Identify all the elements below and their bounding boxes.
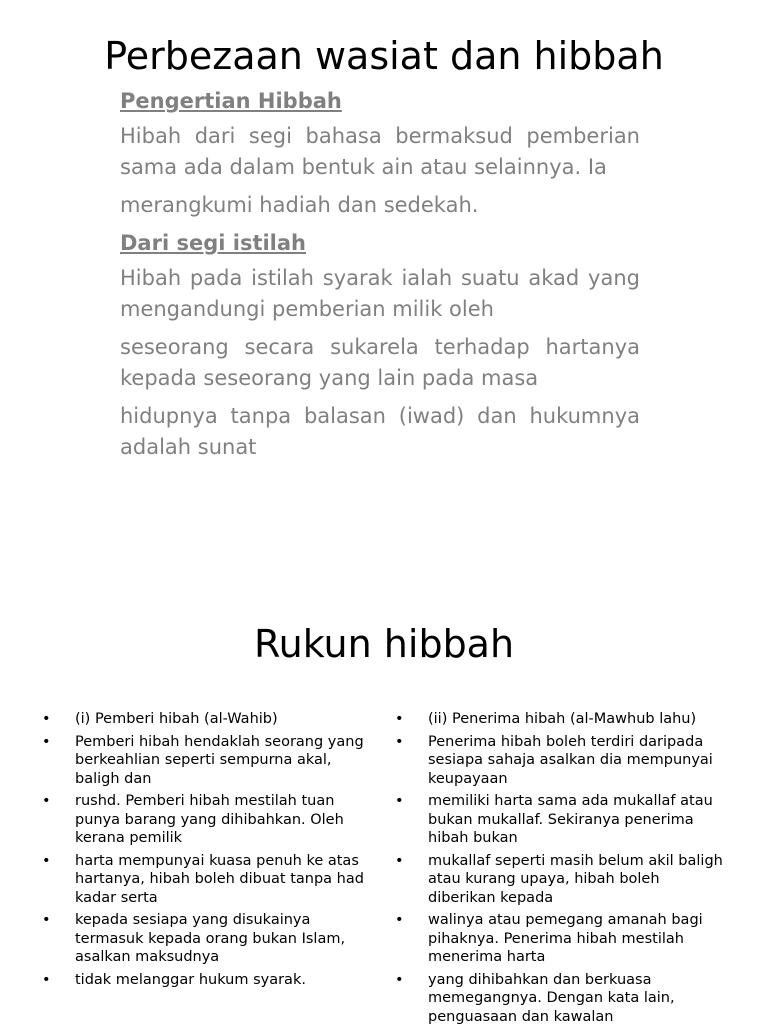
- paragraph: Hibah pada istilah syarak ialah suatu akad yang mengandungi pemberian milik oleh: [120, 266, 640, 321]
- paragraph: hidupnya tanpa balasan (iwad) dan hukumnya adalah sunat: [120, 404, 640, 459]
- bullet-icon: •: [42, 912, 51, 928]
- list-item: • kepada sesiapa yang disukainya termasuk kepada orang bukan Islam, asalkan maksudnya: [42, 912, 346, 965]
- bullet-icon: •: [395, 971, 404, 988]
- list-item: • Pemberi hibah hendaklah seorang yang berkeahlian seperti sempurna akal, baligh dan: [42, 733, 364, 787]
- paragraph: seseorang secara sukarela terhadap hartanya kepada seseorang yang lain pada masa: [120, 335, 640, 390]
- list-item: • mukallaf seperti masih belum akil baligh atau kurang upaya, hibah boleh diberikan kepada: [395, 852, 723, 906]
- list-item: • yang dihibahkan dan berkuasa memegangnya. Dengan kata lain, penguasaan dan kawalan: [395, 971, 675, 1025]
- list-item: • tidak melanggar hukum syarak.: [42, 971, 306, 988]
- bullet-icon: •: [395, 793, 404, 809]
- slide-body: [120, 86, 640, 470]
- bullet-icon: •: [395, 711, 404, 727]
- heading-definition: Pengertian Hibbah: [120, 89, 342, 113]
- list-item: • (ii) Penerima hibah (al-Mawhub lahu): [395, 711, 697, 727]
- heading-terminology: Dari segi istilah: [120, 231, 307, 255]
- list-item: • Penerima hibah boleh terdiri daripada sesiapa sahaja asalkan dia mempunyai keupayaan: [395, 733, 713, 787]
- list-item: • memiliki harta sama ada mukallaf atau bukan mukallaf. Sekiranya penerima hibah bukan: [395, 793, 713, 846]
- right-column: [395, 710, 725, 1030]
- slide-pillars: [0, 600, 768, 1024]
- bullet-icon: •: [42, 733, 51, 750]
- slide-title: Perbezaan wasiat dan hibbah: [104, 34, 664, 78]
- paragraph: merangkumi hadiah dan sedekah.: [120, 193, 479, 217]
- list-item: • walinya atau pemegang amanah bagi pihaknya. Penerima hibah mestilah menerima harta: [395, 912, 703, 965]
- bullet-icon: •: [395, 733, 404, 750]
- slide-title: Rukun hibbah: [253, 622, 515, 666]
- list-item: • harta mempunyai kuasa penuh ke atas hartanya, hibah boleh dibuat tanpa had kadar serta: [42, 852, 364, 906]
- list-item: • (i) Pemberi hibah (al-Wahib): [42, 711, 278, 727]
- bullet-icon: •: [395, 852, 404, 869]
- bullet-icon: •: [42, 852, 51, 869]
- paragraph: Hibah dari segi bahasa bermaksud pemberian sama ada dalam bentuk ain atau selainnya. Ia: [120, 124, 640, 179]
- bullet-icon: •: [42, 793, 51, 809]
- bullet-icon: •: [395, 912, 404, 928]
- bullet-icon: •: [42, 971, 51, 988]
- bullet-icon: •: [42, 711, 51, 727]
- left-column: [42, 710, 372, 993]
- list-item: • rushd. Pemberi hibah mestilah tuan punya barang yang dihibahkan. Oleh kerana pemilik: [42, 793, 344, 846]
